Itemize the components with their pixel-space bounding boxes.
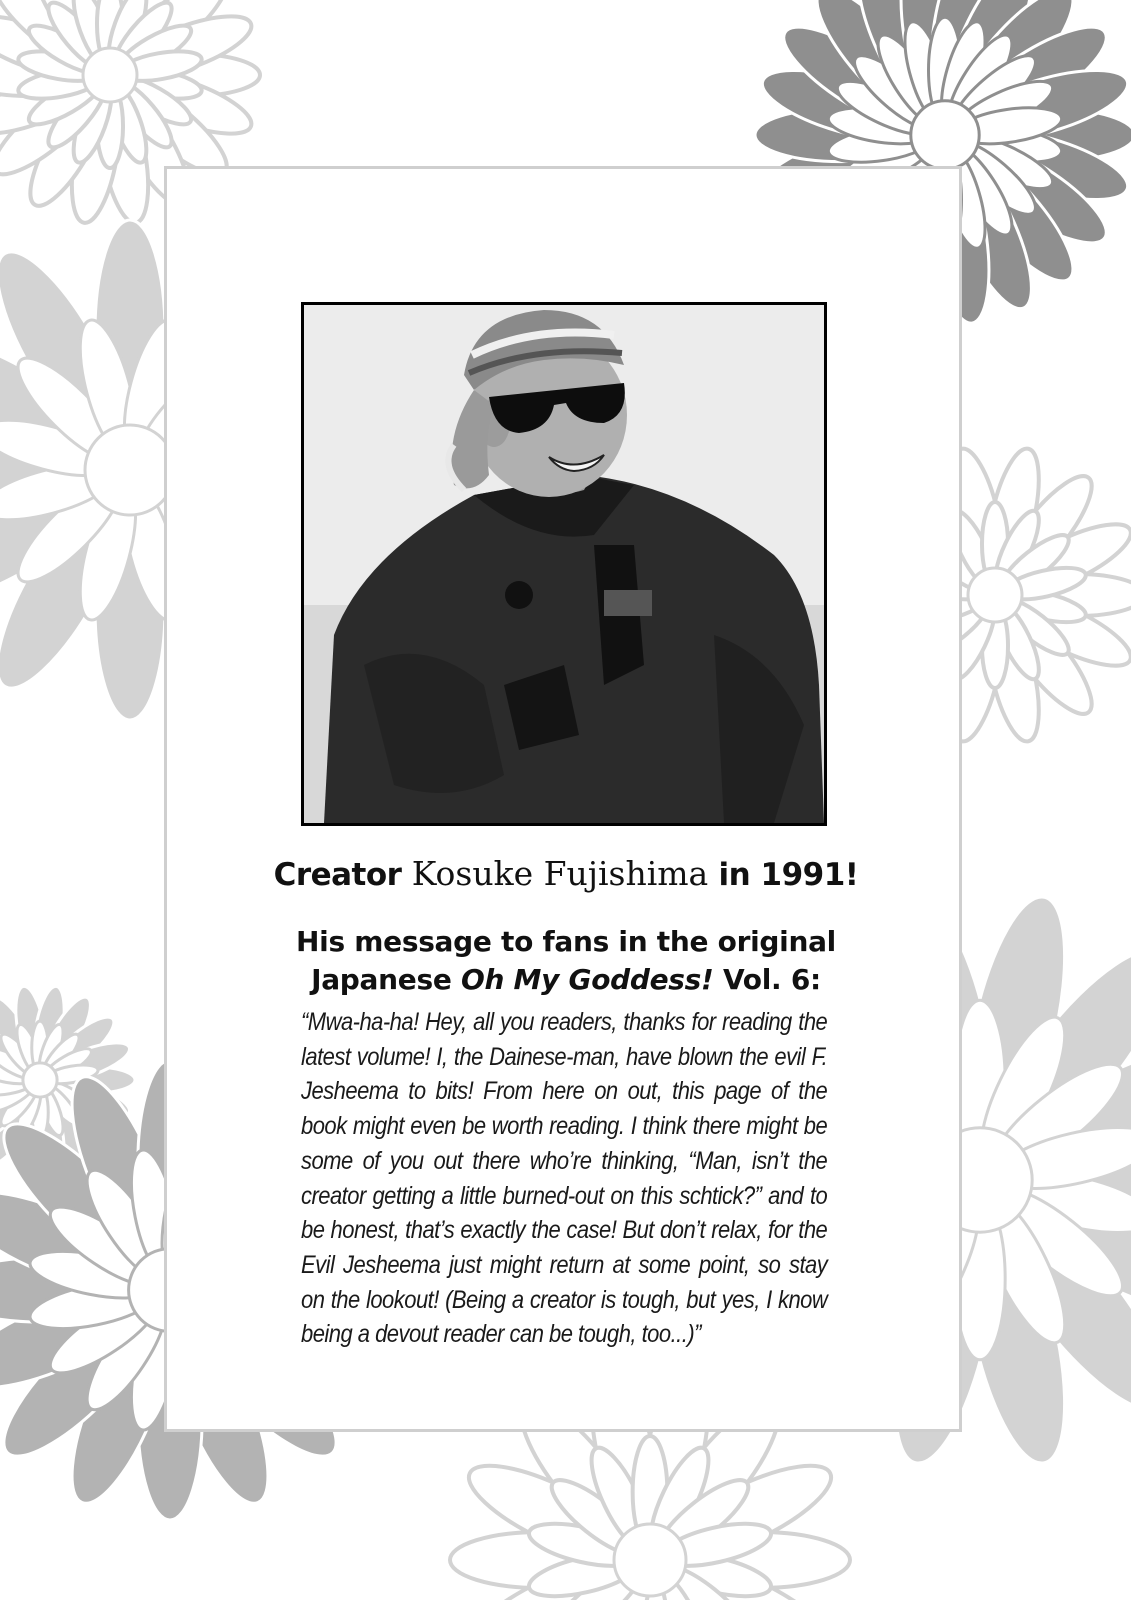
creator-name: Kosuke Fujishima (411, 854, 709, 893)
caption-prefix: Creator (273, 857, 402, 893)
content-panel (164, 166, 962, 1432)
heading-line-2-before: Japanese (311, 963, 452, 996)
message-heading (167, 923, 965, 999)
heading-line-2 (167, 961, 965, 999)
creator-photo (301, 302, 827, 826)
flower-center (614, 1524, 686, 1596)
flower-center (23, 1063, 57, 1097)
caption-suffix: in 1991! (718, 857, 859, 893)
flower-center (911, 101, 979, 169)
book-title: Oh My Goddess! (460, 963, 714, 996)
creator-photo-image (304, 305, 824, 823)
flower-center (968, 568, 1022, 622)
heading-line-2-after: Vol. 6: (722, 963, 821, 996)
heading-line-1: His message to fans in the original (296, 925, 836, 958)
flower-center (83, 48, 137, 102)
flower-center (85, 425, 175, 515)
photo-caption (167, 854, 965, 893)
creator-message: “Mwa-ha-ha! Hey, all you readers, thanks for reading the latest volume! I, the Dainese-man, have blown the evil F. Jesheema to bits! From here on out, this page of the book might even be worth reading. I think there might be some of you out there who’re thinking, “Man, isn’t the creator getting a little burned-out on this schtick?” and to be honest, that’s exactly the case! But don’t relax, for the Evil Jesheema just might return at some point, so stay on the lookout! (Being a creator is tough, but yes, I know being a devout reader can be tough, too...)” (301, 1008, 828, 1349)
